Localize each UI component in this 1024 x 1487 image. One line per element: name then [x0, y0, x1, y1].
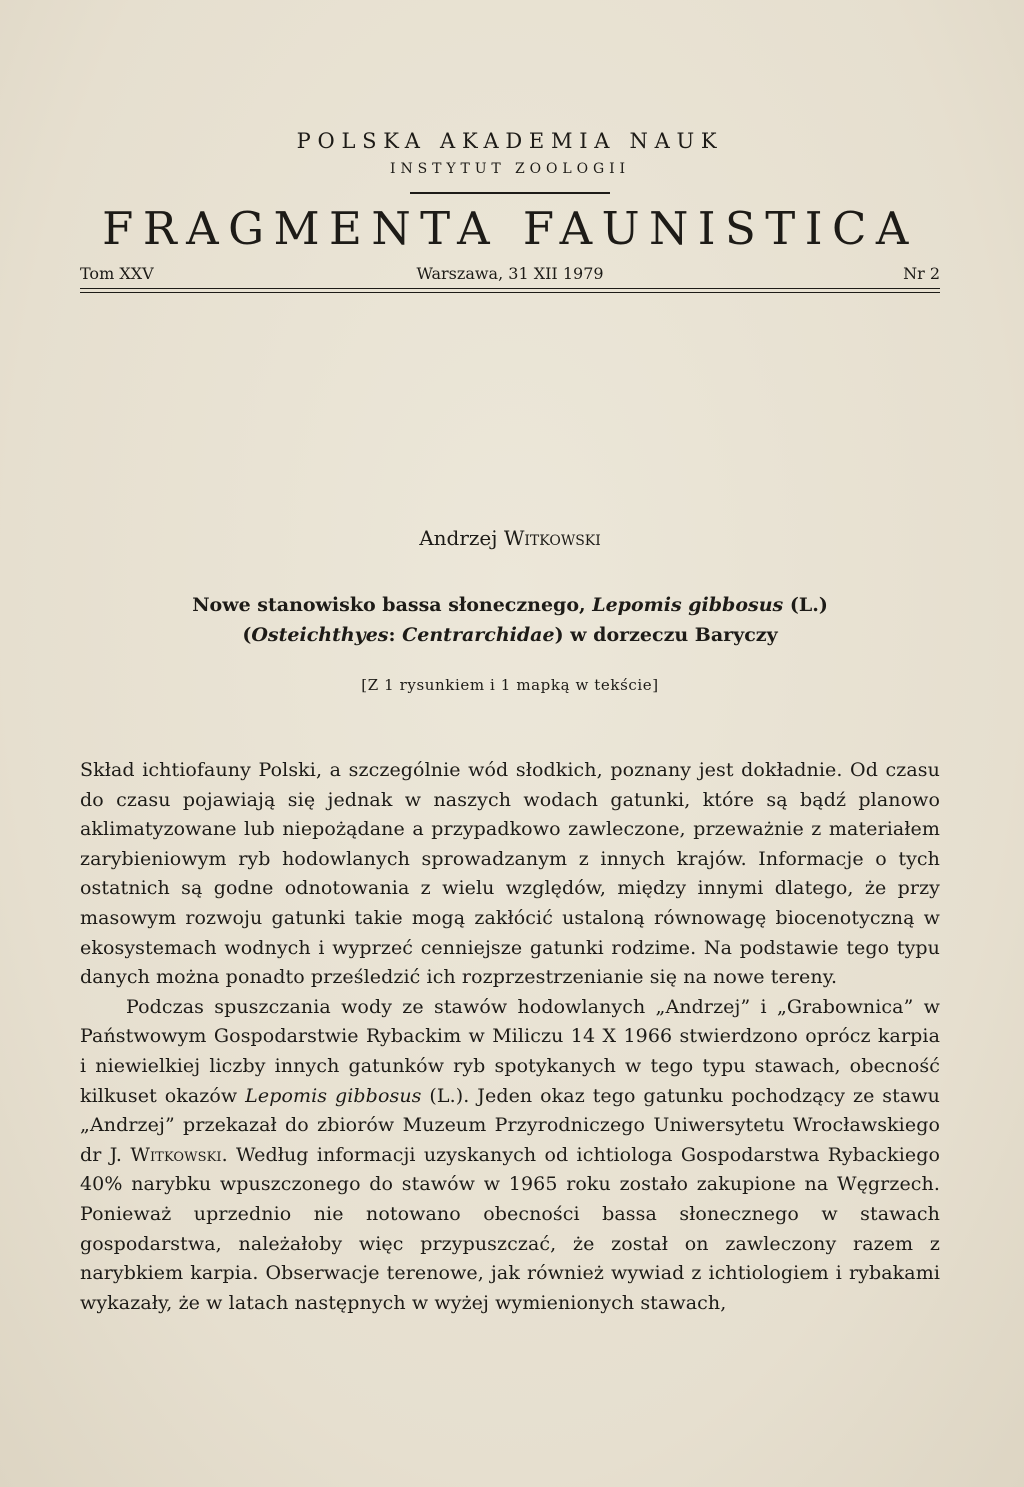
- article-body: [80, 756, 940, 1318]
- species-name: Lepomis gibbosus: [245, 1084, 422, 1107]
- volume-label: Tom XXV: [80, 264, 154, 283]
- person-name: Witkowski: [130, 1143, 222, 1166]
- paragraph-text: . Według informacji uzyskanych od ichtiologa Gospodarstwa Rybackiego 40% narybku wpuszczonego do stawów w 1965 roku zostało zakupione na Węgrzech. Ponieważ uprzednio nie notowano obecności bassa słonecznego w stawach gospodarstwa, należałoby więc przypuszczać, że został on zawleczony razem z narybkiem karpia. Obserwacje terenowe, jak również wywiad z ichtiologiem i rybakami wykazały, że w latach następnych w wyżej wymienionych stawach,: [80, 1143, 940, 1314]
- figures-note: [Z 1 rysunkiem i 1 mapką w tekście]: [361, 676, 659, 694]
- issue-number-label: Nr 2: [903, 264, 940, 283]
- academy-name: POLSKA AKADEMIA NAUK: [296, 129, 724, 153]
- title-part: ) w dorzeczu Baryczy: [554, 624, 778, 646]
- masthead-divider: [410, 192, 610, 194]
- title-part: Nowe stanowisko bassa słonecznego,: [192, 594, 593, 616]
- title-part: (L.): [783, 594, 828, 616]
- masthead: [80, 128, 940, 254]
- title-class-name: Osteichthyes: [251, 624, 389, 646]
- paragraph-2: [80, 993, 940, 1319]
- header-double-rule: [80, 288, 940, 296]
- journal-title: FRAGMENTA FAUNISTICA: [102, 202, 918, 255]
- paragraph-1: Skład ichtiofauny Polski, a szczególnie wód słodkich, poznany jest dokładnie. Od czasu do czasu pojawiają się jednak w naszych wodach gatunki, które są bądź planowo aklimatyzowane lub niepożądane a przypadkowo zawleczone, przeważnie z materiałem zarybieniowym ryb hodowlanych sprowadzanym z innych krajów. Informacje o tych ostatnich są godne odnotowania z wielu względów, między innymi dlatego, że przy masowym rozwoju gatunki takie mogą zakłócić ustaloną równowagę biocenotyczną w ekosystemach wodnych i wyprzeć cenniejsze gatunki rodzime. Na podstawie tego typu danych można ponadto prześledzić ich rozprzestrzenianie się na nowe tereny.: [80, 759, 940, 989]
- article-title: [100, 590, 920, 650]
- author-first-name: Andrzej: [419, 526, 498, 550]
- rule-line: [80, 288, 940, 289]
- title-species-name: Lepomis gibbosus: [592, 594, 784, 616]
- institute-name: INSTYTUT ZOOLOGII: [390, 161, 630, 177]
- place-date-label: Warszawa, 31 XII 1979: [416, 264, 604, 283]
- author-last-name: Witkowski: [503, 526, 601, 550]
- title-part: (: [242, 624, 252, 646]
- title-family-name: Centrarchidae: [402, 624, 555, 646]
- rule-line: [80, 292, 940, 293]
- paragraph-text: (L.). Jeden okaz tego gatunku pochodzący ze stawu „Andrzej” przekazał do zbiorów Muzeum Przyrodniczego Uniwersytetu Wrocławskiego dr J.: [80, 1084, 940, 1166]
- article-author: [80, 526, 940, 550]
- paragraph-text: Podczas spuszczania wody ze stawów hodowlanych „Andrzej” i „Grabownica” w Państwowym Gospodarstwie Rybackim w Miliczu 14 X 1966 stwierdzono oprócz karpia i niewielkiej liczby innych gatunków ryb spotykanych w tego typu stawach, obecność kilkuset okazów: [80, 995, 940, 1107]
- title-part: :: [388, 624, 403, 646]
